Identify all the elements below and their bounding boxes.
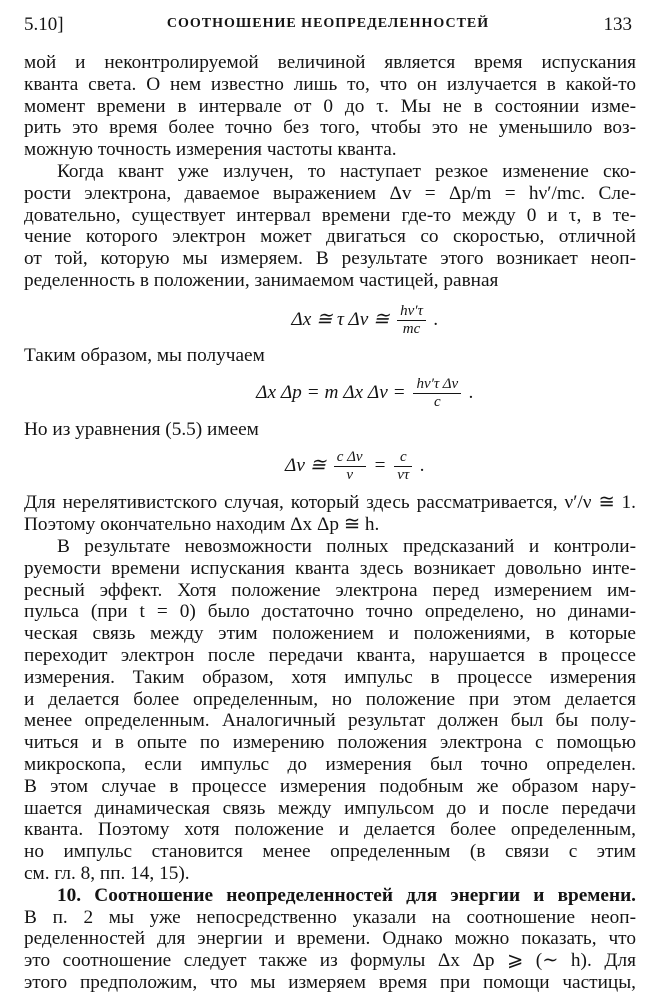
text-line: мой и неконтролируемой величиной является время испускания (24, 52, 636, 73)
text-line: В результате невозможности полных предсказаний и контроли- (57, 535, 636, 557)
fraction-numerator: c Δν (334, 449, 366, 467)
fraction-denominator: ν (346, 467, 353, 484)
running-title: СООТНОШЕНИЕ НЕОПРЕДЕЛЕННОСТЕЙ (166, 16, 490, 31)
formula-lhs: Δx Δp = m Δx Δv = (256, 381, 406, 403)
section-heading: 10. Соотношение неопределенностей для энергии и времени. (57, 884, 636, 906)
formula-delta-v (74, 440, 636, 492)
paragraph-3 (24, 492, 636, 536)
text-line: этого предположим, что мы измеряем время при помощи частицы, (24, 971, 636, 993)
text-line: Когда квант уже излучен, то наступает резкое изменение ско- (57, 160, 636, 182)
text-line: довательно, существует интервал времени где-то между 0 и τ, в те- (24, 204, 636, 226)
formula-lhs: Δv ≅ (285, 455, 326, 477)
text-line: читься и в опыте по измерению положения электрона с помощью (24, 732, 636, 754)
text-line: рить это время более точно без того, чтобы это не уменьшило воз- (24, 117, 636, 139)
page-header (24, 14, 632, 40)
formula-tail: . (433, 308, 439, 330)
formula-fraction (394, 449, 412, 484)
fraction-denominator: mc (402, 320, 421, 337)
text-line: момент времени в интервале от 0 до τ. Мы не в состоянии изме- (24, 95, 636, 117)
text-line: ресный эффект. Хотя положение электрона перед измерением им- (24, 579, 636, 601)
paragraph-4 (24, 536, 636, 885)
text-line: ределенность в положении, занимаемом частицей, равная (24, 269, 499, 291)
text-line: см. гл. 8, пп. 14, 15). (24, 862, 190, 884)
text-line: Но из уравнения (5.5) имеем (24, 418, 259, 440)
paragraph-1 (24, 52, 636, 161)
section-number: 5.10] (24, 14, 64, 35)
formula-delta-x-delta-p (94, 367, 636, 419)
fraction-numerator: hν′τ (397, 303, 426, 321)
text-line: В этом случае в процессе измерения подобным же образом нару- (24, 775, 636, 797)
text-line: ческая связь между этим положением и положениями, в которые (24, 623, 636, 645)
text-line: кванта. Поэтому хотя положение и делается более определенным, (24, 819, 636, 841)
text-line: измерения. Таким образом, хотя импульс в процессе измерения (24, 666, 636, 688)
text-line: рости электрона, даваемое выражением Δv = Δp/m = hν′/mc. Сле- (24, 182, 636, 204)
formula-delta-x (94, 295, 636, 345)
text-line: ределенностей для энергии и времени. Однако можно показать, что (24, 928, 636, 950)
text-line: пульса (при t = 0) было достаточно точно определено, но динами- (24, 601, 636, 623)
fraction-numerator: c (394, 449, 412, 467)
formula-lhs: Δx ≅ τ Δv ≅ (291, 308, 390, 330)
paragraph-2 (24, 161, 636, 292)
page-body (24, 52, 636, 994)
text-line: это соотношение следует также из формулы Δx Δp ⩾ (∼ h). Для (24, 950, 636, 972)
text-line: от той, которую мы измеряем. В результате этого возникает неоп- (24, 248, 636, 270)
text-line: и делается более определенным, но положение при этом делается (24, 688, 636, 710)
page-number: 133 (603, 14, 632, 35)
text-line: микроскопа, если импульс до измерения был точно определен. (24, 753, 636, 775)
text-line: можную точность измерения частоты кванта. (24, 139, 397, 161)
text-line: переходит электрон после передачи кванта, нарушается в процессе (24, 644, 636, 666)
fraction-denominator: ντ (397, 467, 410, 484)
section-10 (24, 885, 636, 994)
text-line: Поэтому окончательно находим Δx Δp ≅ h. (24, 514, 380, 536)
text-line: Таким образом, мы получаем (24, 344, 265, 366)
formula-tail: . (420, 455, 425, 477)
fraction-numerator: hν′τ Δv (413, 376, 461, 394)
text-line: шается динамическая связь между импульсом до и после передачи (24, 797, 636, 819)
formula-fraction (397, 303, 426, 338)
fraction-denominator: c (433, 393, 441, 410)
formula-tail: . (469, 381, 474, 403)
text-line: руемости времени испускания кванта здесь возникает довольно инте- (24, 557, 636, 579)
text-line: чение которого электрон может двигаться со скоростью, отличной (24, 226, 636, 248)
formula-fraction (413, 376, 461, 411)
text-line: В п. 2 мы уже непосредственно указали на соотношение неоп- (24, 906, 636, 928)
text-line: Для нерелятивистского случая, который здесь рассматривается, ν′/ν ≅ 1. (24, 492, 636, 514)
text-line: кванта света. О нем известно лишь то, что он излучается в какой-то (24, 73, 636, 95)
formula-fraction (334, 449, 366, 484)
text-line: менее определенным. Аналогичный результат должен был бы полу- (24, 710, 636, 732)
text-line: но импульс становится менее определенным (в связи с этим (24, 841, 636, 863)
formula-equals: = (373, 455, 387, 477)
